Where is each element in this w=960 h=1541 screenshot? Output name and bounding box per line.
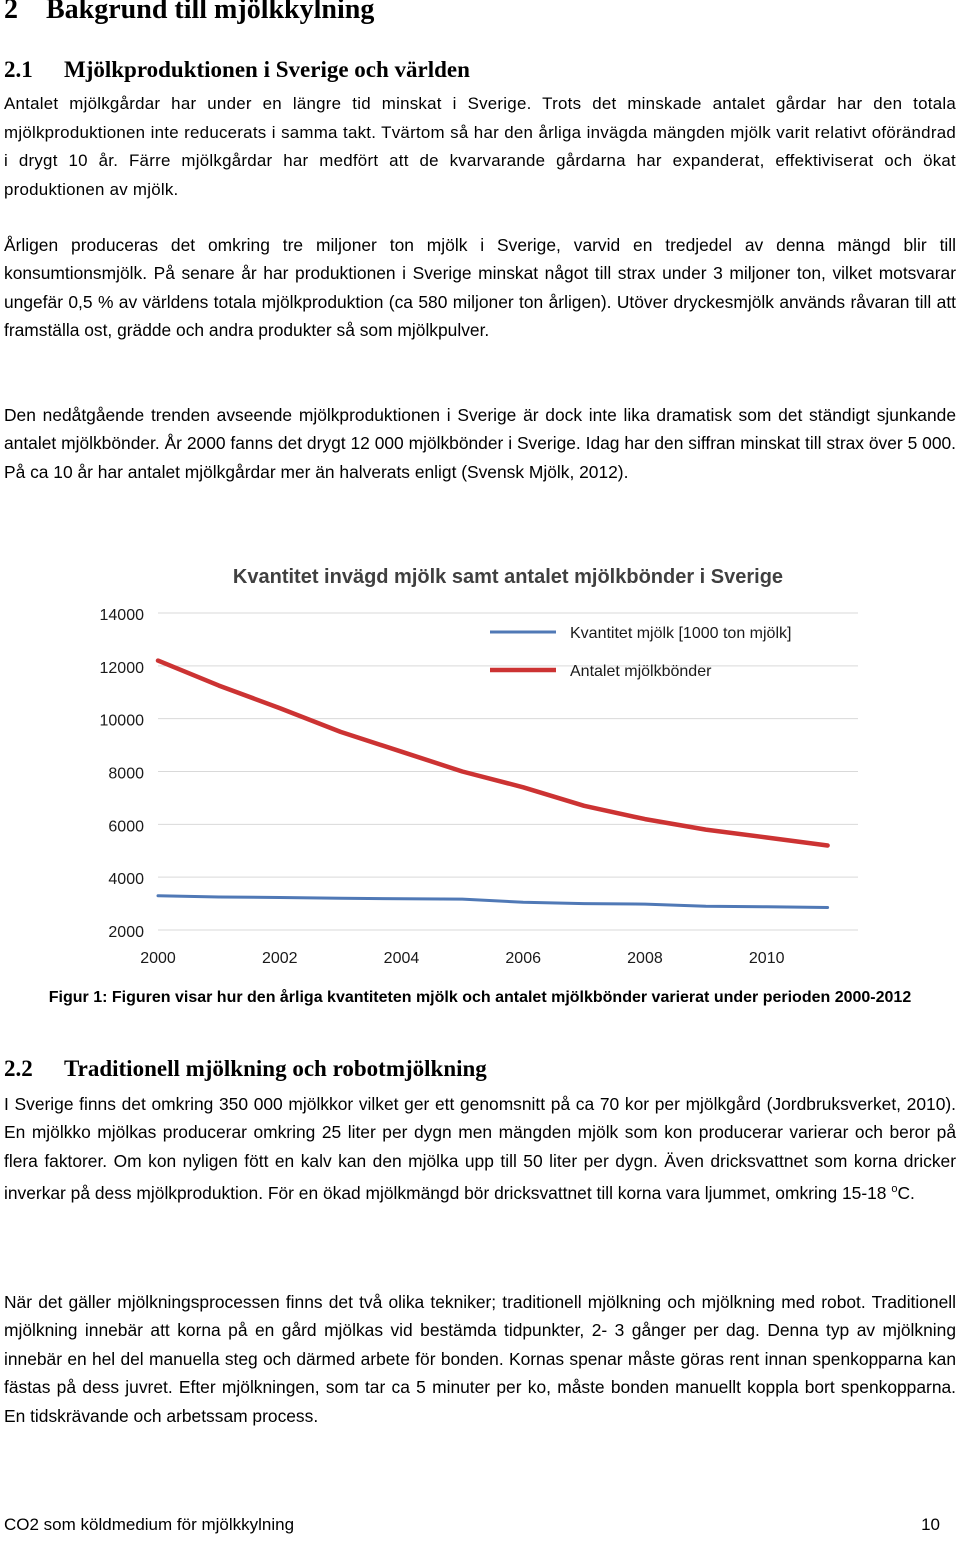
y-tick-label: 8000	[108, 765, 144, 783]
series-line-1	[158, 896, 828, 908]
paragraph-5: När det gäller mjölkningsprocessen finns det två olika tekniker; traditionell mjölkning och mjölkning med robot. Traditionell mjölkning innebär att korna på en gård mjölkas vid bestämda tidpunkter, 2- 3 gånger per dag. Denna typ av mjölkning innebär en hel del manuella steg och därmed arbete för bonden. Kornas spenar måste göras rent innan spenkopparna kan fästas på dess juvret. Efter mjölkningen, som tar ca 5 minuter per ko, måste bonden manuellt koppla bort spenkopparna. En tidskrävande och arbetssam process.	[4, 1292, 956, 1426]
y-tick-label: 12000	[99, 659, 144, 677]
y-tick-label: 10000	[99, 712, 144, 730]
x-tick-label: 2004	[383, 950, 420, 967]
subsection-title: Mjölkproduktionen i Sverige och världen	[64, 57, 470, 82]
legend-label: Kvantitet mjölk [1000 ton mjölk]	[570, 625, 792, 642]
paragraph-4-text: I Sverige finns det omkring 350 000 mjölkkor vilket ger ett genomsnitt på ca 70 kor per mjölkgård (Jordbruksverket, 2010). En mjölkko mjölkas producerar omkring 25 liter per dygn men mängden mjölk som kon producerar varierar och beror på flera faktorer. Om kon nyligen fött en kalv kan den mjölka upp till 50 liter per dygn. Även dricksvattnet som korna dricker inverkar på dess mjölkproduktion. För en ökad mjölkmängd bör dricksvattnet till korna vara ljummet, omkring 15-18	[4, 1094, 956, 1204]
footer-title: CO2 som köldmedium för mjölkkylning	[4, 1515, 295, 1534]
degree-symbol: o	[891, 1183, 898, 1196]
x-axis-ticks	[140, 950, 784, 967]
paragraph-3: Den nedåtgående trenden avseende mjölkproduktionen i Sverige är dock inte lika dramatisk som det ständigt sjunkande antalet mjölkbönder. År 2000 fanns det drygt 12 000 mjölkbönder i Sverige. Idag har den siffran minskat till strax över 5 000. På ca 10 år har antalet mjölkgårdar mer än halverats enligt (Svensk Mjölk, 2012).	[4, 405, 956, 482]
subsection-number: 2.2	[4, 1056, 33, 1081]
figure-caption: Figur 1: Figuren visar hur den årliga kvantiteten mjölk och antalet mjölkbönder varierat under perioden 2000-2012	[48, 989, 912, 1006]
x-tick-label: 2008	[627, 950, 663, 967]
x-tick-label: 2010	[748, 950, 785, 967]
x-tick-label: 2002	[261, 950, 298, 967]
series-line-2	[158, 661, 828, 846]
chart-grid	[158, 613, 858, 930]
x-tick-label: 2000	[140, 950, 176, 967]
paragraph-4-end: C.	[897, 1183, 915, 1204]
x-tick-label: 2006	[505, 950, 542, 967]
subsection-heading-2-2	[4, 1056, 487, 1082]
y-axis-ticks	[100, 607, 145, 941]
section-title: Bakgrund till mjölkkylning	[46, 0, 375, 25]
section-number: 2	[4, 0, 18, 25]
subsection-title: Traditionell mjölkning och robotmjölkning	[64, 1056, 487, 1081]
paragraph-4	[4, 1090, 956, 1207]
subsection-heading-2-1	[4, 57, 470, 83]
y-tick-label: 2000	[108, 924, 144, 941]
y-tick-label: 6000	[108, 818, 144, 836]
chart-title: Kvantitet invägd mjölk samt antalet mjölkbönder i Sverige	[232, 566, 784, 588]
y-tick-label: 14000	[99, 607, 144, 624]
y-tick-label: 4000	[108, 871, 144, 889]
chart-legend	[490, 625, 791, 680]
chart-series	[158, 661, 828, 908]
line-chart	[0, 550, 960, 975]
legend-label: Antalet mjölkbönder	[570, 663, 712, 680]
section-heading	[4, 0, 374, 26]
paragraph-1: Antalet mjölkgårdar har under en längre tid minskat i Sverige. Trots det minskade antalet gårdar har den totala mjölkproduktionen inte reducerats i samma takt. Tvärtom så har den årliga invägda mängden mjölk varit relativt oförändrad i drygt 10 år. Färre mjölkgårdar har medfört att de kvarvarande gårdarna har expanderat, effektiviserat och ökat produktionen av mjölk.	[4, 94, 956, 199]
page-number: 10	[921, 1515, 940, 1534]
subsection-number: 2.1	[4, 57, 33, 82]
footer-divider	[4, 1508, 956, 1509]
paragraph-2: Årligen produceras det omkring tre miljoner ton mjölk i Sverige, varvid en tredjedel av denna mängd blir till konsumtionsmjölk. På senare år har produktionen i Sverige minskat något till strax under 3 miljoner ton, vilket motsvarar ungefär 0,5 % av världens totala mjölkproduktion (ca 580 miljoner ton årligen). Utöver dryckesmjölk används råvaran till att framställa ost, grädde och andra produkter så som mjölkpulver.	[4, 235, 956, 341]
